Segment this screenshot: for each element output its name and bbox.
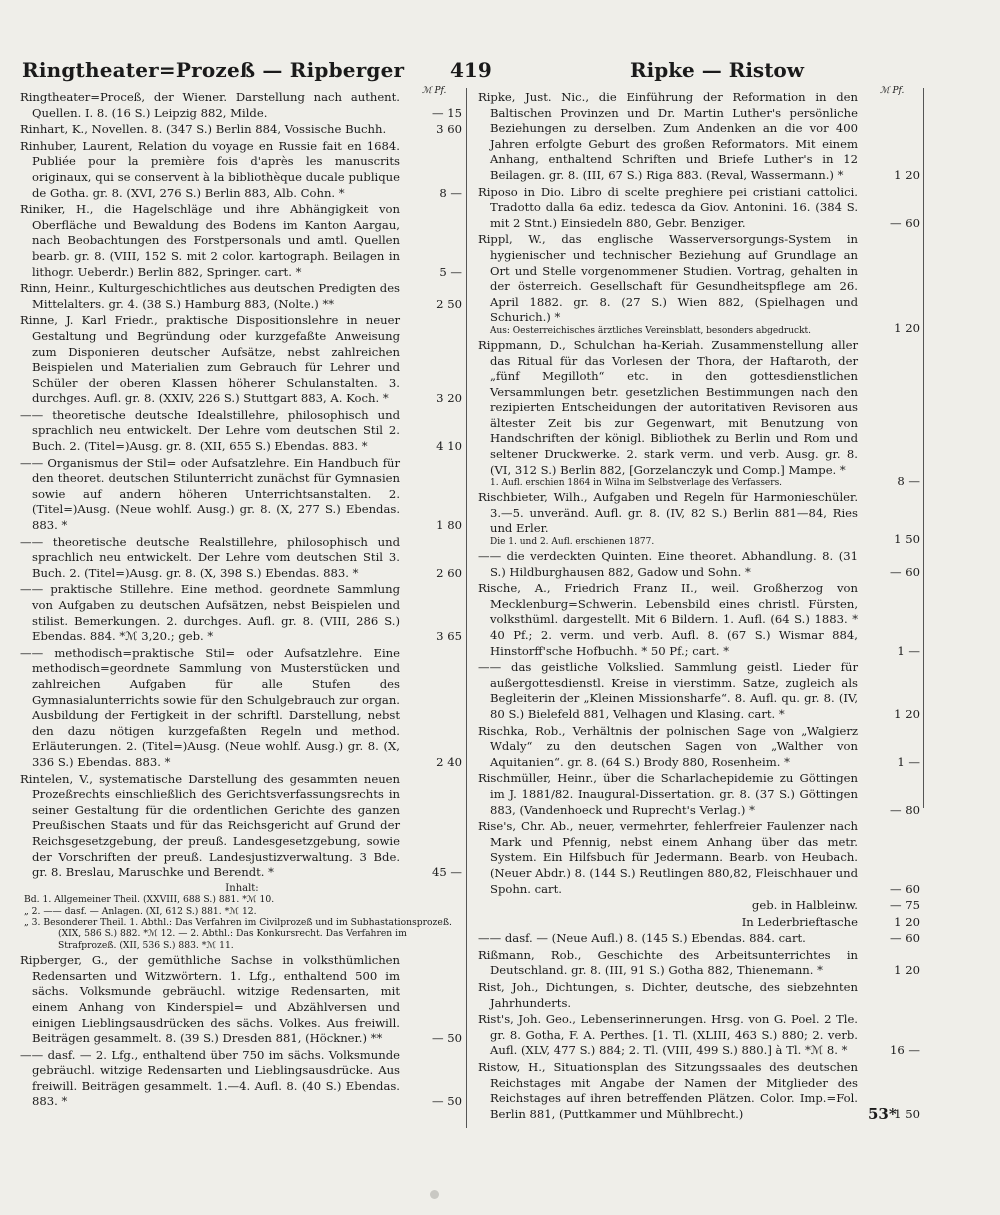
entry-price: 1 20	[894, 914, 920, 929]
catalog-entry	[20, 281, 460, 312]
entry-note: 1. Aufl. erschien 1864 in Wilna im Selbstverlage des Verfassers.	[490, 478, 783, 489]
catalog-entry	[20, 202, 460, 280]
catalog-entry	[20, 90, 460, 121]
entry-price: 1 20	[894, 321, 920, 336]
catalog-entry	[20, 535, 460, 582]
entry-price: 1 20	[894, 963, 920, 978]
entry-price: 3 60	[436, 122, 462, 137]
contents-item: Bd. 1. Allgemeiner Theil. (XXVIII, 688 S.) 881. *ℳ 10.	[24, 894, 275, 906]
catalog-entry	[478, 1012, 918, 1059]
entry-text: Rinn, Heinr., Kulturgeschichtliches aus deutschen Predigten des Mittelalters. gr. 4. (38 S.) Hamburg 883, (Nolte.) **	[20, 281, 400, 311]
entry-price: 1 50	[894, 1106, 920, 1121]
entry-text: Rippmann, D., Schulchan ha-Keriah. Zusammenstellung aller das Ritual für das Vorlesen der Thora, der Haftaroth, der „fünf Megilloth“ etc. in den gottesdienstlichen Versammlungen betr. gesetzlichen Bestimmungen nach den rezipierten Entscheidungen der autoritativen Revisoren aus ältester Zeit bis zur Gegenwart, mit Benutzung von Handschriften der königl. Bibliothek zu Berlin und Rom und seltener Druckwerke. 2. stark verm. und verb. Ausg. gr. 8. (VI, 312 S.) Berlin 882, [Gorzelanczyk und Comp.] Mampe. *	[478, 337, 858, 477]
entry-text: Rischka, Rob., Verhältnis der polnischen Sage von „Walgierz Wdaly“ zu den deutschen Sagen von „Walther von Aquitanien“. gr. 8. (64 S.) Brody 880, Rosenheim. *	[478, 723, 858, 769]
entry-text: Rische, A., Friedrich Franz II., weil. Großherzog von Mecklenburg=Schwerin. Lebensbild eines christl. Fürsten, volksthüml. dargestellt. Mit 6 Bildern. 1. Aufl. (64 S.) 1883. * 40 Pf.; 2. verm. und verb. Aufl. 8. (67 S.) Wismar 884, Hinstorff'sche Hofbuchh. * 50 Pf.; cart. *	[478, 581, 858, 658]
entry-price: 2 60	[436, 565, 462, 580]
catalog-entry	[478, 948, 918, 979]
catalog-entry	[20, 582, 460, 644]
entry-text: —— dasf. — 2. Lfg., enthaltend über 750 im sächs. Volksmunde gebräuchl. witzige Redensarten und Lieblingsausdrücke. Aus freiwill. Beiträgen gesammelt. 1.—4. Aufl. 8. (40 S.) Ebendas. 883. *	[20, 1047, 400, 1109]
catalog-entry	[20, 408, 460, 455]
column-rule-left	[466, 88, 467, 1128]
catalog-entry	[20, 139, 460, 201]
entry-text: Ripberger, G., der gemüthliche Sachse in volksthümlichen Redensarten und Witzwörtern. 1. Lfg., enthaltend 500 im sächs. Volksmunde gebräuchl. witzige Redensarten, mit einem Anhang von Kinderspiel= und Abzählversen und einigen Lieblingsausdrücken des sächs. Volkes. Aus freiwill. Beiträgen gesammelt. 8. (39 S.) Dresden 881, (Höckner.) **	[20, 953, 400, 1046]
catalog-entry	[478, 724, 918, 771]
contents-block	[20, 883, 460, 951]
entry-price: 1 20	[894, 706, 920, 721]
entry-price: 2 50	[436, 296, 462, 311]
entry-price: — 50	[431, 1031, 462, 1046]
catalog-entry	[478, 980, 918, 1011]
catalog-entry	[20, 313, 460, 407]
catalog-entry	[478, 232, 918, 337]
column-rule-right	[923, 88, 924, 808]
signature-mark: 53*	[868, 1105, 897, 1123]
left-end-entries	[20, 953, 460, 1110]
catalog-entry	[478, 490, 918, 548]
entry-price: 5 —	[439, 264, 462, 279]
entry-text: Ringtheater=Proceß, der Wiener. Darstellung nach authent. Quellen. I. 8. (16 S.) Leipzig 882, Milde.	[20, 90, 400, 120]
entry-price: 16 —	[889, 1043, 920, 1058]
catalog-entry	[478, 185, 918, 232]
entry-price: 1 —	[897, 754, 920, 769]
entry-price: — 60	[889, 931, 920, 946]
entry-note: Aus: Oesterreichisches ärztliches Vereinsblatt, besonders abgedruckt.	[490, 325, 812, 336]
entry-text: Ripke, Just. Nic., die Einführung der Reformation in den Baltischen Provinzen und Dr. Martin Luther's persönliche Beziehungen zu derselben. Zum Andenken an die vor 400 Jahren erfolgte Geburt des großen Reformators. Mit einem Anhang, enthaltend Schriften und Briefe Luther's in 12 Beilagen. gr. 8. (III, 67 S.) Riga 883. (Reval, Wassermann.) *	[478, 90, 858, 182]
catalog-entry	[478, 898, 918, 914]
entry-text: —— praktische Stillehre. Eine method. geordnete Sammlung von Aufgaben zu deutschen Aufsätzen, nebst Beispielen und stilist. Bemerkungen. 2. durchges. Aufl. gr. 8. (VIII, 286 S.) Ebendas. 884. *ℳ 3,20.; geb. *	[20, 582, 400, 644]
entry-text: Rißmann, Rob., Geschichte des Arbeitsunterrichtes in Deutschland. gr. 8. (III, 91 S.) Gotha 882, Thienemann. *	[478, 947, 858, 978]
right-entries	[478, 90, 918, 1122]
entry-price: 1 20	[894, 167, 920, 182]
entry-price: — 50	[431, 1094, 462, 1109]
entry-text: Riposo in Dio. Libro di scelte preghiere pei cristiani cattolici. Tradotto dalla 6a ediz. tedesca da Giov. Antonini. 16. (384 S. mit 2 Stnt.) Einsiedeln 880, Gebr. Benziger.	[478, 184, 858, 230]
entry-text: Rist's, Joh. Geo., Lebenserinnerungen. Hrsg. von G. Poel. 2 Tle. gr. 8. Gotha, F. A. Perthes. [1. Tl. (XLIII, 463 S.) 880; 2. verb. Aufl. (XLV, 477 S.) 884; 2. Tl. (VIII, 499 S.) 880.] à Tl. *ℳ 8. *	[478, 1012, 858, 1058]
entry-price: 45 —	[431, 865, 462, 880]
catalog-entry	[478, 771, 918, 818]
entry-price: 1 80	[436, 518, 462, 533]
entry-text: —— methodisch=praktische Stil= oder Aufsatzlehre. Eine methodisch=geordnete Sammlung von Musterstücken und zahlreichen Aufgaben für alle Stufen des Gymnasialunterrichts sowie für den Schulgebrauch zur organ. Ausbildung der Fertigkeit in der schriftl. Darstellung, nebst den dazu nötigen kurzgefaßten Regeln und method. Erläuterungen. 2. (Titel=)Ausg. (Neue wohlf. Ausg.) gr. 8. (X, 336 S.) Ebendas. 883. *	[20, 645, 400, 769]
entry-text: —— Organismus der Stil= oder Aufsatzlehre. Ein Handbuch für den theoret. deutschen Stilunterricht zunächst für Gymnasien sowie auf andern höheren Unterrichtsanstalten. 2. (Titel=)Ausg. (Neue wohlf. Ausg.) gr. 8. (X, 277 S.) Ebendas. 883. *	[20, 455, 400, 533]
contents-item: „ 3. Besonderer Theil. 1. Abthl.: Das Verfahren im Civilprozeß und im Subhastationsprozeß. (XIX, 586 S.) 882. *ℳ 12. — 2. Abthl.: Das Konkursrecht. Das Verfahren im Strafprozeß. (XII, 536 S.) 883. *ℳ 11.	[24, 916, 452, 951]
catalog-entry	[20, 122, 460, 138]
entry-price: — 80	[889, 802, 920, 817]
contents-item: „ 2. —— dasf. — Anlagen. (XI, 612 S.) 881. *ℳ 12.	[24, 905, 257, 917]
entry-price: 8 —	[439, 185, 462, 200]
catalog-entry	[478, 660, 918, 722]
entry-text: Rist, Joh., Dichtungen, s. Dichter, deutsche, des siebzehnten Jahrhunderts.	[478, 980, 858, 1010]
currency-unit-left: ℳ Pf.	[422, 86, 447, 96]
entry-text: Rise's, Chr. Ab., neuer, vermehrter, fehlerfreier Faulenzer nach Mark und Pfennig, nebst einem Anhang über das metr. System. Ein Hilfsbuch für Jedermann. Bearb. von Heubach. (Neuer Abdr.) 8. (144 S.) Reutlingen 880,82, Fleischhauer und Spohn. cart.	[478, 819, 858, 896]
entry-text: Riniker, H., die Hagelschläge und ihre Abhängigkeit von Oberfläche und Bewaldung des Bodens im Kanton Aargau, nach Beobachtungen des Forstpersonals und amtl. Quellen bearb. gr. 8. (VIII, 152 S. mit 2 color. kartograph. Beilagen in lithogr. Ueberdr.) Berlin 882, Springer. cart. *	[20, 202, 400, 279]
entry-text: —— theoretische deutsche Idealstillehre, philosophisch und sprachlich neu entwickelt. Der Lehre vom deutschen Stil 2. Buch. 2. (Titel=)Ausg. gr. 8. (XII, 655 S.) Ebendas. 883. *	[20, 407, 400, 454]
entry-text: Rinne, J. Karl Friedr., praktische Dispositionslehre in neuer Gestaltung und Begründung oder kurzgefaßte Anweisung zum Disponieren deutscher Aufsätze, nebst zahlreichen Beispielen und Materialien zum Gebrauch für Lehrer und Schüler der oberen Klassen höherer Schulanstalten. 3. durchges. Aufl. gr. 8. (XXIV, 226 S.) Stuttgart 883, A. Koch. *	[20, 313, 400, 406]
catalog-entry	[478, 931, 918, 947]
entry-text: geb. in Halbleinw.	[751, 898, 858, 913]
entry-text: Rischmüller, Heinr., über die Scharlachepidemie zu Göttingen im J. 1881/82. Inaugural-Dissertation. gr. 8. (37 S.) Göttingen 883, (Vandenhoeck und Ruprecht's Verlag.) *	[478, 771, 858, 817]
entry-text: Rippl, W., das englische Wasserversorgungs-System in hygienischer und technischer Beziehung auf Grundlage an Ort und Stelle vorgenommener Studien. Vortrag, gehalten in der österreich. Gesellschaft für Gesundheitspflege am 26. April 1882. gr. 8. (27 S.) Wien 882, (Spielhagen und Schurich.) *	[478, 232, 858, 325]
header-right-title: Ripke — Ristow	[630, 58, 804, 82]
entry-text: Rintelen, V., systematische Darstellung des gesammten neuen Prozeßrechts einschließlich des Gerichtsverfassungsrechts in seiner Gestaltung für die ordentlichen Gerichte des ganzen Preußischen Staats und für das Reichsgericht auf Grund der Reichsgesetzgebung, der preuß. Landesgesetzgebung, sowie der Vorschriften der preuß. Landesjustizverwaltung. 3 Bde. gr. 8. Breslau, Maruschke und Berendt. *	[20, 771, 400, 880]
catalog-entry	[20, 772, 460, 881]
entry-price: 1 —	[897, 643, 920, 658]
entry-text: Rinhuber, Laurent, Relation du voyage en Russie fait en 1684. Publiée pour la première fois d'après les manuscrits originaux, qui se conservent à la bibliothèque ducale publique de Gotha. gr. 8. (XVI, 276 S.) Berlin 883, Alb. Cohn. *	[20, 138, 400, 200]
currency-unit-right: ℳ Pf.	[880, 86, 905, 96]
entry-price: 3 20	[436, 391, 462, 406]
entry-text: Rischbieter, Wilh., Aufgaben und Regeln für Harmonieschüler. 3.—5. unveränd. Aufl. gr. 8. (IV, 82 S.) Berlin 881—84, Ries und Erler.	[478, 490, 858, 536]
entry-note: Die 1. und 2. Aufl. erschienen 1877.	[490, 537, 655, 548]
contents-label: Inhalt:	[225, 882, 259, 894]
catalog-entry	[20, 1048, 460, 1110]
entry-price: 3 65	[436, 629, 462, 644]
entry-price: 8 —	[897, 473, 920, 488]
entry-text: —— theoretische deutsche Realstillehre, philosophisch und sprachlich neu entwickelt. Der Lehre vom deutschen Stil 3. Buch. 2. (Titel=)Ausg. gr. 8. (X, 398 S.) Ebendas. 883. *	[20, 534, 400, 580]
entry-text: —— dasf. — (Neue Aufl.) 8. (145 S.) Ebendas. 884. cart.	[478, 931, 806, 946]
catalog-entry	[478, 1060, 918, 1122]
entry-price: 1 50	[894, 532, 920, 547]
entry-price: — 60	[889, 881, 920, 896]
entry-price: 4 10	[436, 439, 462, 454]
catalog-entry	[478, 581, 918, 659]
right-column	[478, 90, 918, 1123]
catalog-entry	[20, 646, 460, 771]
entry-text: —— die verdeckten Quinten. Eine theoret. Abhandlung. 8. (31 S.) Hildburghausen 882, Gadow und Sohn. *	[478, 549, 858, 579]
entry-price: — 60	[889, 215, 920, 230]
header-left-title: Ringtheater=Prozeß — Ripberger	[22, 58, 405, 82]
catalog-entry	[478, 338, 918, 489]
entry-text: Ristow, H., Situationsplan des Sitzungssaales des deutschen Reichstages mit Angabe der Namen der Mitglieder des Reichstages auf ihren betreffenden Plätzen. Color. Imp.=Fol. Berlin 881, (Puttkammer und Mühlbrecht.)	[478, 1060, 858, 1121]
catalog-entry	[478, 549, 918, 580]
page-header	[0, 58, 1000, 88]
entry-price: — 75	[889, 898, 920, 913]
page-number: 419	[450, 58, 492, 82]
entry-price: — 60	[889, 564, 920, 579]
paper-spot	[430, 1190, 439, 1199]
entry-price: — 15	[431, 105, 462, 120]
entry-text: —— das geistliche Volkslied. Sammlung geistl. Lieder für außergottesdienstl. Kreise in vierstimm. Satze, zugleich als Begleiterin der „Kleinen Missionsharfe“. 8. Aufl. qu. gr. 8. (IV, 80 S.) Bielefeld 881, Velhagen und Klasing. cart. *	[478, 660, 858, 721]
entry-text: In Lederbrieftasche	[741, 914, 858, 929]
left-column	[20, 90, 460, 1111]
left-entries	[20, 90, 460, 881]
entry-text: Rinhart, K., Novellen. 8. (347 S.) Berlin 884, Vossische Buchh.	[20, 122, 387, 137]
catalog-entry	[20, 456, 460, 534]
catalog-entry	[20, 953, 460, 1047]
catalog-entry	[478, 915, 918, 931]
entry-price: 2 40	[436, 754, 462, 769]
catalog-entry	[478, 90, 918, 184]
catalog-entry	[478, 819, 918, 897]
